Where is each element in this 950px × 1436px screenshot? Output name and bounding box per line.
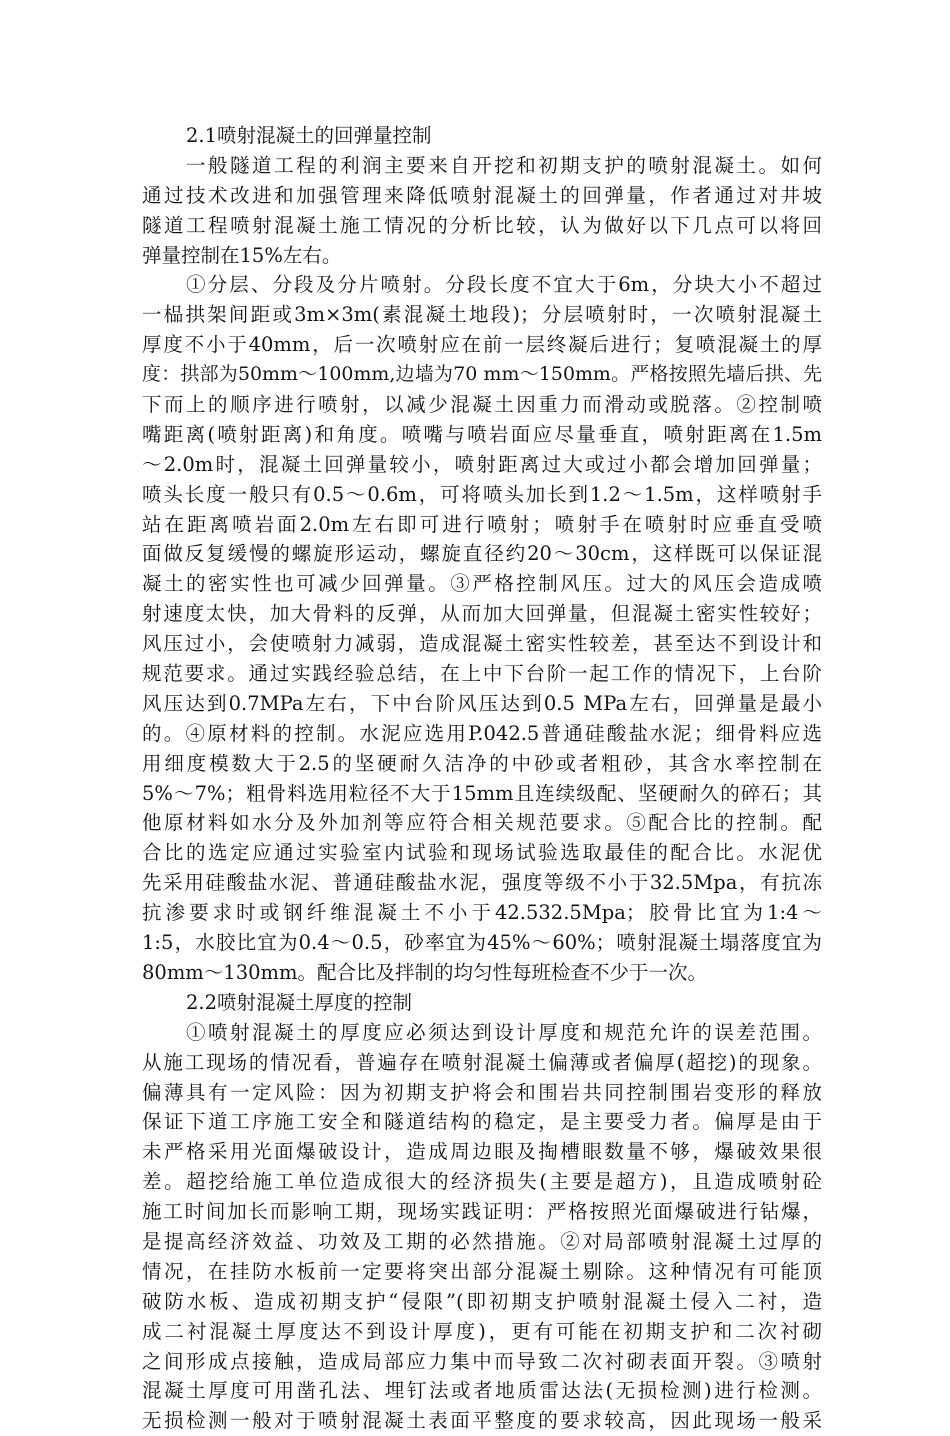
- text-line: 抗渗要求时或钢纤维混凝土不小于42.532.5Mpa；胶骨比宜为1:4～: [142, 901, 822, 925]
- text-line: 度：拱部为50mm～100mm,边墙为70 mm～150mm。严格按照先墙后拱、先: [142, 363, 822, 386]
- text-line: 未严格采用光面爆破设计，造成周边眼及掏槽眼数量不够，爆破效果很: [142, 1140, 822, 1164]
- text-line: 风压过小，会使喷射力减弱，造成混凝土密实性较差，甚至达不到设计和: [142, 632, 822, 656]
- text-line: 先采用硅酸盐水泥、普通硅酸盐水泥，强度等级不小于32.5Mpa，有抗冻: [142, 871, 822, 895]
- paragraph-intro: [142, 151, 822, 271]
- text-line: 无损检测一般对于喷射混凝土表面平整度的要求较高，因此现场一般采: [142, 1409, 822, 1433]
- text-line: 偏薄具有一定风险：因为初期支护将会和围岩共同控制围岩变形的释放: [142, 1080, 822, 1104]
- text-line: 施工时间加长而影响工期，现场实践证明：严格按照光面爆破进行钻爆，: [142, 1200, 822, 1224]
- text-line: 破防水板、造成初期支护“侵限”(即初期支护喷射混凝土侵入二衬，造: [142, 1289, 822, 1313]
- text-line: 通过技术改进和加强管理来降低喷射混凝土的回弹量，作者通过对井坡: [142, 183, 822, 207]
- text-line: 面做反复缓慢的螺旋形运动，螺旋直径约20～30cm，这样既可以保证混: [142, 542, 822, 566]
- text-line: 风压达到0.7MPa左右，下中台阶风压达到0.5 MPa左右，回弹量是最小: [142, 691, 822, 715]
- text-line: 喷头长度一般只有0.5～0.6m，可将喷头加长到1.2～1.5m，这样喷射手: [142, 482, 822, 506]
- text-line: 隧道工程喷射混凝土施工情况的分析比较，认为做好以下几点可以将回: [142, 213, 822, 237]
- text-line: 射速度太快，加大骨料的反弹，从而加大回弹量，但混凝土密实性较好；: [142, 602, 822, 626]
- text-line: 用细度模数大于2.5的坚硬耐久洁净的中砂或者粗砂，其含水率控制在: [142, 751, 822, 775]
- text-line: 厚度不小于40mm，后一次喷射应在前一层终凝后进行；复喷混凝土的厚: [142, 333, 822, 357]
- text-line: 成二衬混凝土厚度达不到设计厚度)，更有可能在初期支护和二次衬砌: [142, 1319, 822, 1343]
- text-line: 嘴距离(喷射距离)和角度。喷嘴与喷岩面应尽量垂直，喷射距离在1.5m: [142, 422, 822, 446]
- text-line: 一般隧道工程的利润主要来自开挖和初期支护的喷射混凝土。如何: [186, 153, 822, 177]
- text-line: 情况，在挂防水板前一定要将突出部分混凝土剔除。这种情况有可能顶: [142, 1259, 822, 1283]
- text-line: 合比的选定应通过实验室内试验和现场试验选取最佳的配合比。水泥优: [142, 841, 822, 865]
- text-line: 混凝土厚度可用凿孔法、埋钉法或者地质雷达法(无损检测)进行检测。: [142, 1379, 822, 1403]
- text-line: ①喷射混凝土的厚度应必须达到设计厚度和规范允许的误差范围。: [186, 1020, 822, 1044]
- text-line: 是提高经济效益、功效及工期的必然措施。②对局部喷射混凝土过厚的: [142, 1229, 822, 1253]
- document-page: [142, 121, 822, 1436]
- text-line: 保证下道工序施工安全和隧道结构的稳定，是主要受力者。偏厚是由于: [142, 1110, 822, 1134]
- text-line: 的。④原材料的控制。水泥应选用P.042.5普通硅酸盐水泥；细骨料应选: [142, 721, 822, 745]
- paragraph-rebound-measures: [142, 270, 822, 987]
- paragraph-thickness-control: [142, 1018, 822, 1436]
- text-line: 1:5，水胶比宜为0.4～0.5，砂率宜为45%～60%；喷射混凝土塌落度宜为: [142, 931, 822, 955]
- text-line: ①分层、分段及分片喷射。分段长度不宜大于6m，分块大小不超过: [186, 273, 822, 297]
- text-line: 站在距离喷岩面2.0m左右即可进行喷射；喷射手在喷射时应垂直受喷: [142, 512, 822, 536]
- section-heading-2-2: 2.2喷射混凝土厚度的控制: [186, 990, 413, 1014]
- text-line: 一榀拱架间距或3m×3m(素混凝土地段)；分层喷射时，一次喷射混凝土: [142, 303, 822, 327]
- text-line: 从施工现场的情况看，普遍存在喷射混凝土偏薄或者偏厚(超挖)的现象。: [142, 1050, 822, 1074]
- text-line: 5%～7%；粗骨料选用粒径不大于15mm且连续级配、坚硬耐久的碎石；其: [142, 781, 822, 805]
- text-line: ～2.0m时，混凝土回弹量较小，喷射距离过大或过小都会增加回弹量；: [142, 452, 822, 476]
- text-line: 规范要求。通过实践经验总结，在上中下台阶一起工作的情况下，上台阶: [142, 662, 822, 686]
- text-line: 他原材料如水分及外加剂等应符合相关规范要求。⑤配合比的控制。配: [142, 811, 822, 835]
- text-line: 差。超挖给施工单位造成很大的经济损失(主要是超方)，且造成喷射砼: [142, 1170, 822, 1194]
- text-line: 之间形成点接触，造成局部应力集中而导致二次衬砌表面开裂。③喷射: [142, 1349, 822, 1373]
- section-heading-2-1: 2.1喷射混凝土的回弹量控制: [186, 124, 432, 147]
- text-line: 弹量控制在15%左右。: [142, 243, 342, 267]
- text-line: 下而上的顺序进行喷射，以减少混凝土因重力而滑动或脱落。②控制喷: [142, 393, 822, 417]
- text-line: 80mm～130mm。配合比及拌制的均匀性每班检查不少于一次。: [142, 960, 707, 984]
- text-line: 凝土的密实性也可减少回弹量。③严格控制风压。过大的风压会造成喷: [142, 572, 822, 596]
